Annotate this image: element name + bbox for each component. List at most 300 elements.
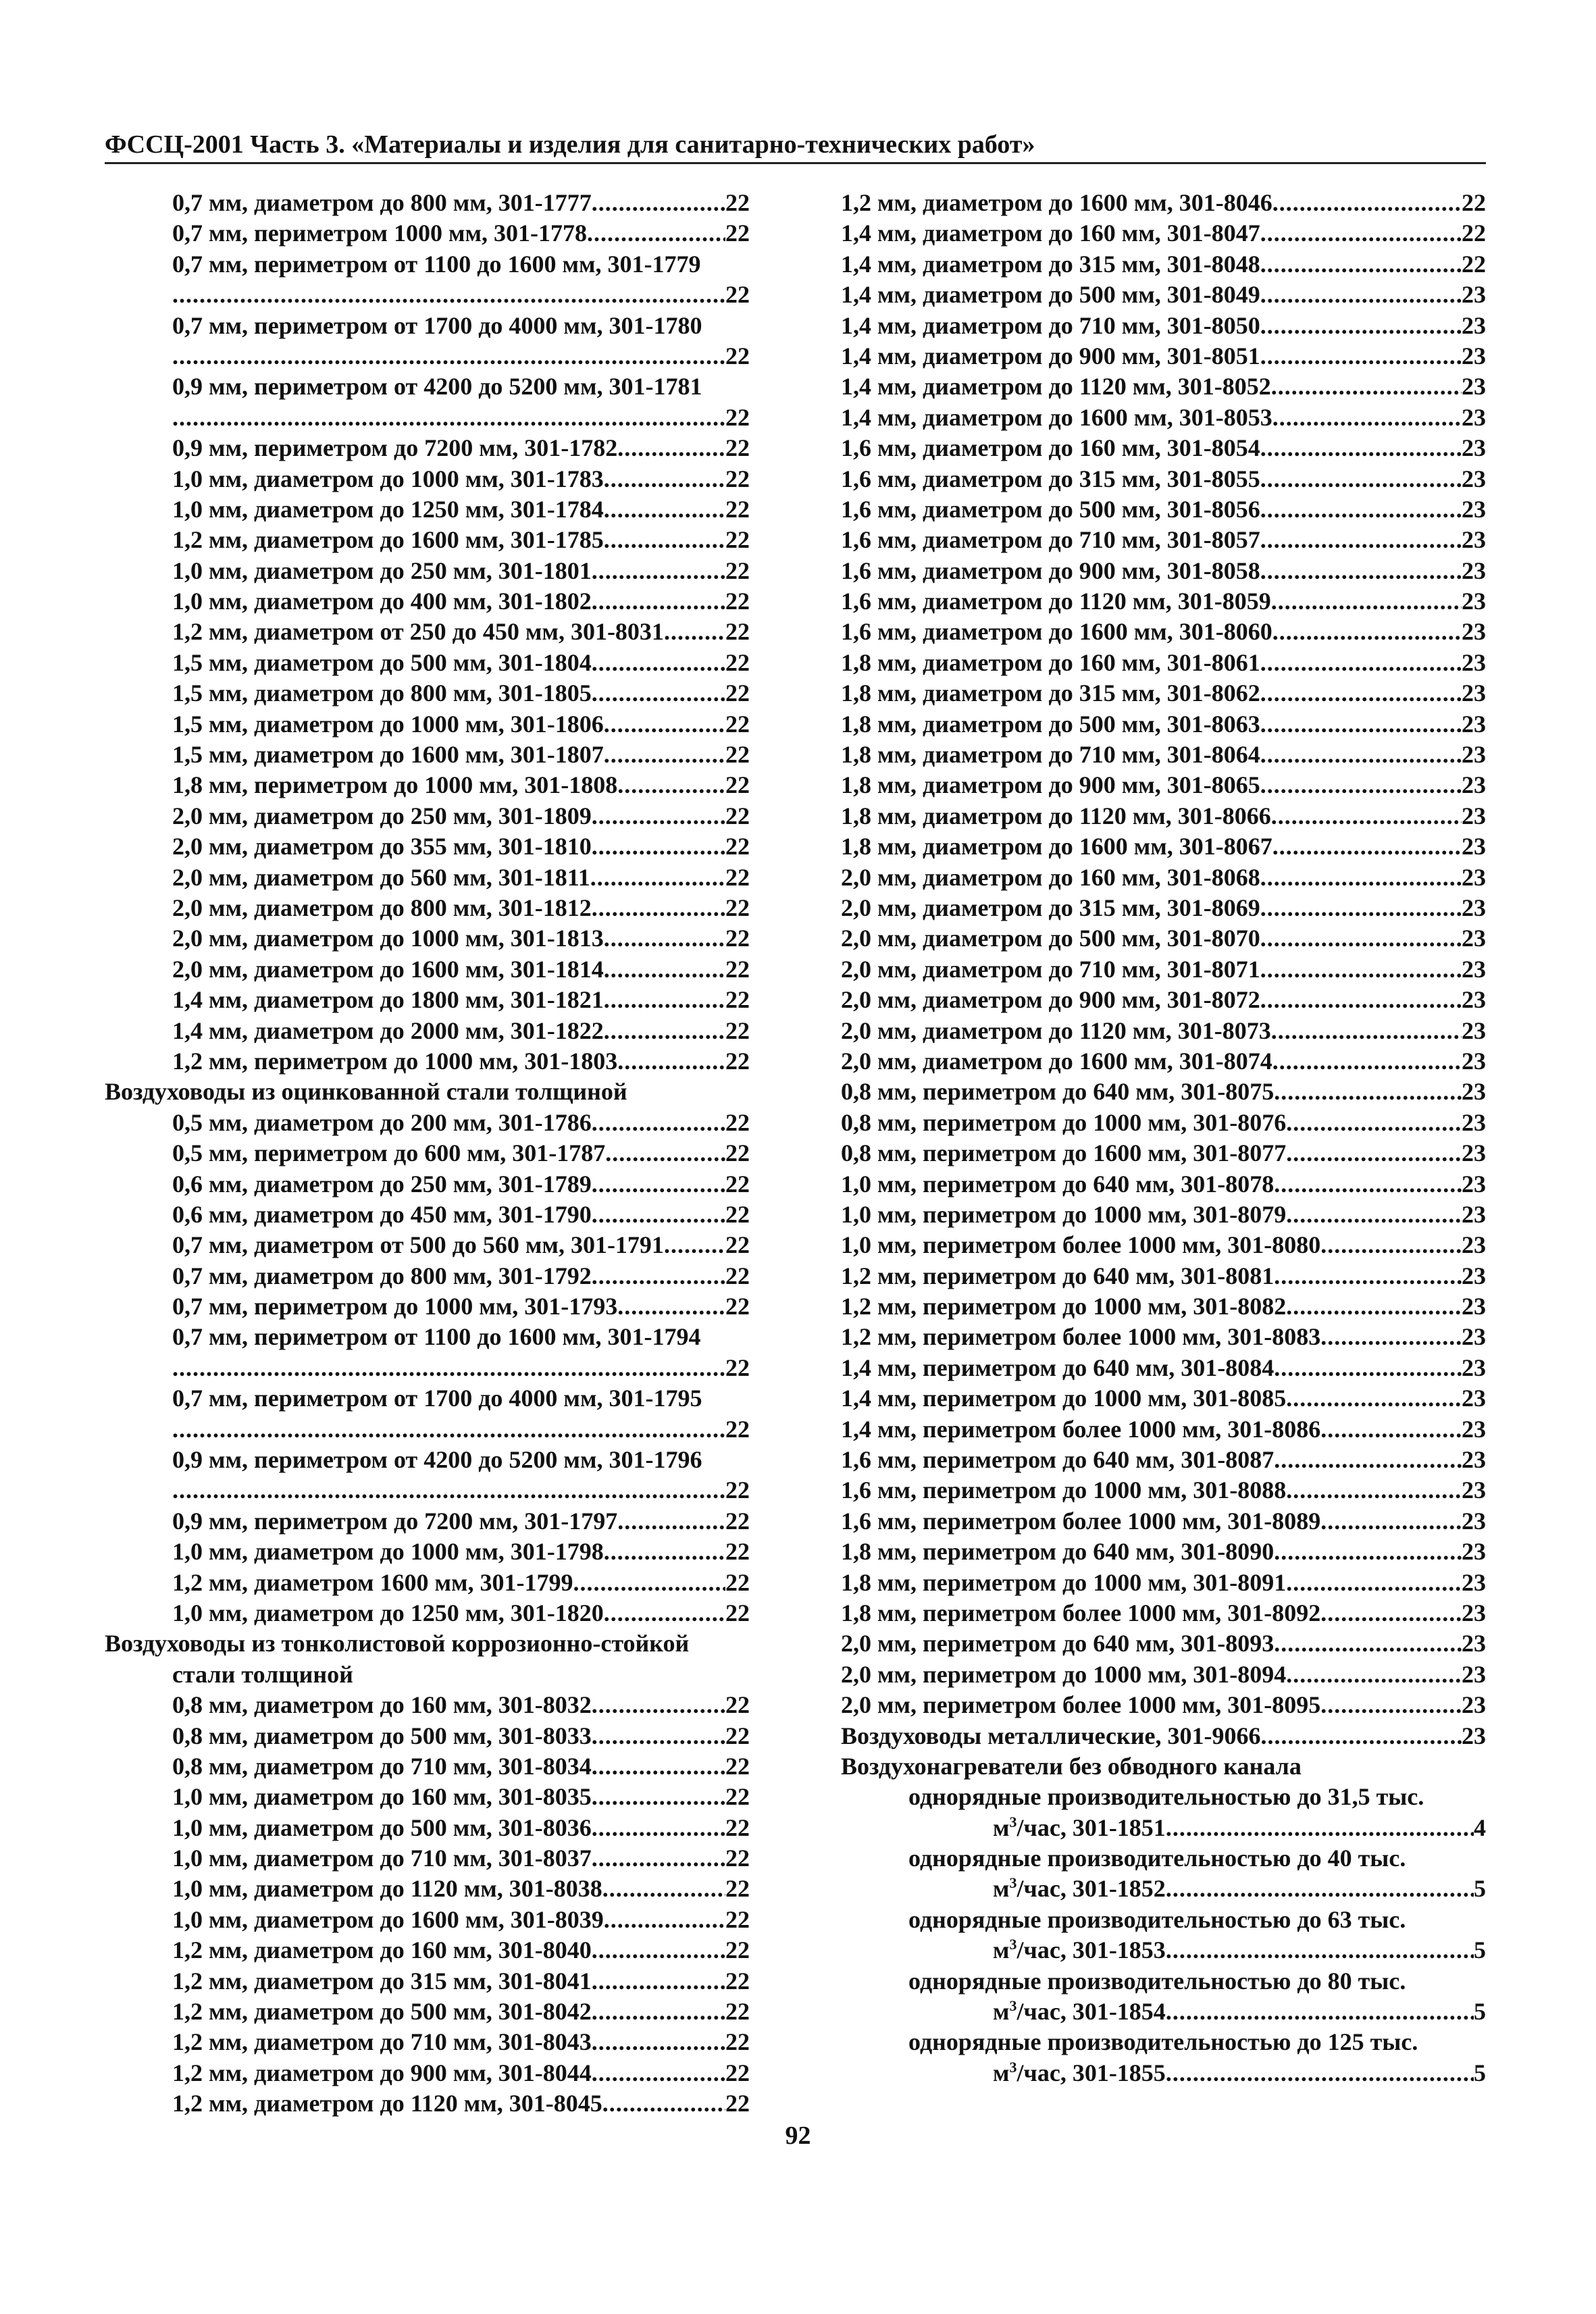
entry-text: 1,8 мм, периметром до 1000 мм, 301-1808 [172, 771, 618, 799]
entry-page-ref: 23 [1462, 618, 1486, 646]
dot-leader [617, 1291, 725, 1322]
entry-page-ref: 22 [725, 618, 750, 646]
index-entry [841, 1874, 1486, 1904]
entry-text: 1,4 мм, диаметром до 710 мм, 301-8050 [841, 311, 1260, 339]
dot-leader [1272, 831, 1462, 862]
dot-leader [1271, 586, 1462, 617]
index-entry [105, 801, 750, 831]
entry-text-first-line: однорядные производительностью до 40 тыс. [908, 1845, 1406, 1872]
entry-page-ref: 23 [1462, 1599, 1486, 1626]
entry-page-ref: 23 [1462, 1660, 1486, 1688]
entry-text: 1,2 мм, диаметром от 250 до 450 мм, 301-8031 [172, 618, 664, 646]
page-number: 92 [785, 2122, 811, 2150]
entry-page-ref: 22 [725, 1875, 750, 1903]
index-column-left [105, 188, 750, 2119]
index-entry [105, 678, 750, 709]
entry-text: 1,5 мм, диаметром до 1600 мм, 301-1807 [172, 741, 604, 769]
index-entry [841, 433, 1486, 463]
entry-page-ref: 23 [1462, 1538, 1486, 1566]
dot-leader [1286, 1291, 1462, 1322]
entry-text: 2,0 мм, диаметром до 1600 мм, 301-8074 [841, 1047, 1272, 1075]
index-entry [105, 586, 750, 617]
index-entry [841, 801, 1486, 831]
entry-page-ref: 23 [1462, 1017, 1486, 1044]
entry-text: 1,0 мм, диаметром до 1600 мм, 301-8039 [172, 1905, 604, 1933]
dot-leader [617, 433, 725, 463]
entry-text: 2,0 мм, диаметром до 315 мм, 301-8069 [841, 894, 1260, 921]
index-column-right [841, 188, 1486, 2088]
dot-leader [1166, 1813, 1474, 1843]
dot-leader [1260, 218, 1462, 249]
entry-text: $м^3$/час, 301-1852 [993, 1874, 1166, 1903]
entry-text-first-line: 0,7 мм, периметром от 1100 до 1600 мм, 301-1779 [172, 250, 701, 278]
index-entry [105, 1016, 750, 1046]
index-entry [841, 1537, 1486, 1567]
entry-text: 1,4 мм, диаметром до 160 мм, 301-8047 [841, 220, 1260, 247]
entry-text: 1,4 мм, диаметром до 2000 мм, 301-1822 [172, 1017, 604, 1044]
entry-page-ref: 22 [725, 1262, 750, 1289]
index-entry [105, 863, 750, 893]
entry-page-ref: 22 [725, 863, 750, 891]
dot-leader [617, 1506, 725, 1537]
index-entry [105, 1138, 750, 1168]
entry-page-ref: 22 [725, 1998, 750, 2026]
dot-leader [1274, 1353, 1462, 1383]
entry-text: 1,8 мм, периметром до 640 мм, 301-8090 [841, 1538, 1275, 1566]
entry-page-ref: 5 [1474, 1998, 1486, 2026]
entry-text: 2,0 мм, диаметром до 900 мм, 301-8072 [841, 986, 1260, 1014]
section-heading: Воздуховоды из тонколистовой коррозионно-стойкой [105, 1630, 690, 1657]
dot-leader [1260, 341, 1462, 371]
entry-text: 1,8 мм, периметром более 1000 мм, 301-8092 [841, 1599, 1321, 1626]
entry-text: 1,4 мм, диаметром до 1120 мм, 301-8052 [841, 373, 1271, 401]
entry-page-ref: 23 [1462, 1139, 1486, 1167]
index-entry [841, 1138, 1486, 1168]
entry-page-ref: 22 [725, 925, 750, 952]
entry-page-ref: 22 [725, 1568, 750, 1596]
entry-page-ref: 23 [1462, 1630, 1486, 1657]
index-entry [841, 1291, 1486, 1322]
entry-page-ref: 22 [725, 588, 750, 615]
entry-page-ref: 22 [725, 710, 750, 738]
entry-page-ref: 22 [725, 648, 750, 676]
dot-leader [592, 1997, 725, 2027]
entry-page-ref: 23 [1462, 1078, 1486, 1106]
dot-leader [1271, 801, 1462, 831]
entry-page-ref: 23 [1462, 1507, 1486, 1535]
entry-page-ref: 23 [1462, 955, 1486, 983]
entry-text: 1,6 мм, периметром до 1000 мм, 301-8088 [841, 1476, 1287, 1504]
dot-leader [172, 1353, 725, 1383]
dot-leader [604, 525, 725, 555]
index-entry [105, 1475, 750, 1506]
dot-leader [1274, 1628, 1462, 1659]
entry-text: 2,0 мм, периметром до 1000 мм, 301-8094 [841, 1660, 1287, 1688]
dot-leader [592, 1782, 725, 1812]
entry-page-ref: 23 [1462, 863, 1486, 891]
index-entry [105, 1414, 750, 1445]
entry-text: 2,0 мм, диаметром до 1000 мм, 301-1813 [172, 925, 604, 952]
entry-page-ref: 22 [725, 403, 750, 431]
dot-leader [592, 678, 725, 709]
dot-leader [1286, 1200, 1462, 1230]
entry-text: 0,9 мм, периметром до 7200 мм, 301-1782 [172, 434, 618, 462]
entry-text: 2,0 мм, диаметром до 250 мм, 301-1809 [172, 802, 592, 829]
entry-text: 0,8 мм, диаметром до 710 мм, 301-8034 [172, 1752, 592, 1780]
entry-page-ref: 23 [1462, 342, 1486, 369]
index-entry [105, 1690, 750, 1720]
entry-page-ref: 22 [725, 1936, 750, 1964]
entry-page-ref: 23 [1462, 434, 1486, 462]
entry-page-ref: 22 [725, 1293, 750, 1320]
index-entry [105, 525, 750, 555]
superscript: 3 [1009, 1936, 1017, 1953]
dot-leader [592, 801, 725, 831]
entry-text: 2,0 мм, диаметром до 1600 мм, 301-1814 [172, 955, 604, 983]
index-entry [841, 1046, 1486, 1077]
entry-text: 1,4 мм, периметром более 1000 мм, 301-8086 [841, 1415, 1321, 1443]
dot-leader [592, 586, 725, 617]
dot-leader [1286, 1660, 1462, 1690]
dot-leader [592, 648, 725, 678]
entry-text: 1,2 мм, периметром до 1000 мм, 301-1803 [172, 1047, 618, 1075]
index-entry [841, 249, 1486, 280]
index-entry [841, 1353, 1486, 1383]
dot-leader [664, 1230, 725, 1260]
entry-page-ref: 22 [725, 1783, 750, 1811]
dot-leader [604, 1905, 725, 1935]
index-entry [841, 403, 1486, 433]
dot-leader [592, 556, 725, 586]
entry-text: 1,8 мм, диаметром до 160 мм, 301-8061 [841, 648, 1260, 676]
superscript: 3 [1009, 1997, 1017, 2015]
index-entry [105, 1813, 750, 1843]
entry-text-first-line: однорядные производительностью до 125 тыс. [908, 2028, 1418, 2056]
dot-leader [592, 1843, 725, 1874]
entry-text: 2,0 мм, диаметром до 560 мм, 301-1811 [172, 863, 590, 891]
index-entry [105, 1966, 750, 1997]
entry-text: 1,5 мм, диаметром до 500 мм, 301-1804 [172, 648, 592, 676]
dot-leader [592, 893, 725, 923]
entry-text: 0,8 мм, периметром до 1000 мм, 301-8076 [841, 1108, 1287, 1136]
entry-text: 1,2 мм, периметром до 1000 мм, 301-8082 [841, 1293, 1287, 1320]
entry-page-ref: 22 [725, 1108, 750, 1136]
entry-text-first-line: однорядные производительностью до 63 тыс. [908, 1905, 1406, 1933]
dot-leader [592, 1966, 725, 1997]
entry-text: 1,8 мм, диаметром до 315 мм, 301-8062 [841, 679, 1260, 707]
entry-text: 1,6 мм, диаметром до 710 мм, 301-8057 [841, 526, 1260, 554]
index-entry [105, 218, 750, 249]
entry-text: 1,5 мм, диаметром до 800 мм, 301-1805 [172, 679, 592, 707]
index-entry [105, 1721, 750, 1751]
entry-page-ref: 22 [725, 1722, 750, 1749]
index-entry [105, 1782, 750, 1812]
dot-leader [592, 1935, 725, 1965]
dot-leader [1260, 923, 1462, 954]
entry-text: 1,4 мм, диаметром до 1800 мм, 301-1821 [172, 986, 604, 1014]
dot-leader [604, 494, 725, 525]
index-entry [105, 648, 750, 678]
index-entry [841, 280, 1486, 310]
entry-page-ref: 23 [1462, 311, 1486, 339]
index-entry [105, 1905, 750, 1935]
index-entry [105, 556, 750, 586]
index-entry [105, 1108, 750, 1138]
index-entry [105, 923, 750, 954]
index-entry [105, 341, 750, 371]
entry-text: 1,0 мм, периметром более 1000 мм, 301-8080 [841, 1231, 1321, 1259]
index-entry [841, 1230, 1486, 1260]
entry-text: 1,2 мм, диаметром до 900 мм, 301-8044 [172, 2059, 592, 2086]
entry-page-ref: 5 [1474, 2059, 1486, 2086]
entry-text-first-line: однорядные производительностью до 31,5 тыс. [908, 1783, 1424, 1811]
index-entry [105, 740, 750, 770]
entry-page-ref: 22 [725, 1017, 750, 1044]
index-entry [105, 1261, 750, 1291]
running-header: ФССЦ-2001 Часть 3. «Материалы и изделия для санитарно-технических работ» [105, 130, 1486, 164]
entry-text: 1,8 мм, диаметром до 1120 мм, 301-8066 [841, 802, 1271, 829]
entry-text: 2,0 мм, периметром более 1000 мм, 301-8095 [841, 1691, 1321, 1719]
entry-page-ref: 23 [1462, 1476, 1486, 1504]
index-entry [841, 464, 1486, 494]
entry-page-ref: 22 [725, 1691, 750, 1719]
entry-text: 1,8 мм, диаметром до 1600 мм, 301-8067 [841, 833, 1272, 860]
entry-page-ref: 22 [725, 495, 750, 523]
entry-page-ref: 22 [725, 1170, 750, 1198]
dot-leader [1274, 1445, 1462, 1475]
index-entry [105, 893, 750, 923]
entry-page-ref: 23 [1462, 1262, 1486, 1289]
index-entry [105, 1537, 750, 1567]
index-entry [105, 1997, 750, 2027]
dot-leader [1260, 740, 1462, 770]
entry-page-ref: 22 [725, 434, 750, 462]
dot-leader [592, 1813, 725, 1843]
entry-page-ref: 23 [1462, 833, 1486, 860]
entry-text: 0,7 мм, диаметром до 800 мм, 301-1777 [172, 189, 592, 216]
entry-page-ref: 23 [1462, 281, 1486, 309]
entry-text: 1,4 мм, периметром до 640 мм, 301-8084 [841, 1354, 1275, 1381]
index-entry [841, 893, 1486, 923]
entry-text: 1,0 мм, диаметром до 1250 мм, 301-1784 [172, 495, 604, 523]
entry-text: 1,6 мм, диаметром до 900 мм, 301-8058 [841, 557, 1260, 584]
entry-page-ref: 22 [725, 2028, 750, 2056]
dot-leader [617, 770, 725, 800]
index-entry [105, 954, 750, 985]
dot-leader [602, 2088, 725, 2119]
entry-page-ref: 23 [1462, 1108, 1486, 1136]
entry-page-ref: 22 [725, 1752, 750, 1780]
entry-text: 1,4 мм, периметром до 1000 мм, 301-8085 [841, 1385, 1287, 1412]
entry-text: $м^3$/час, 301-1853 [993, 1936, 1166, 1964]
entry-page-ref: 23 [1462, 373, 1486, 401]
entry-page-ref: 23 [1462, 526, 1486, 554]
entry-page-ref: 23 [1462, 1446, 1486, 1474]
index-entry [841, 1690, 1486, 1720]
index-entry [105, 1843, 750, 1874]
dot-leader [1260, 709, 1462, 740]
entry-text: 1,2 мм, диаметром до 1600 мм, 301-8046 [841, 189, 1272, 216]
dot-leader [664, 617, 725, 647]
entry-text: 1,6 мм, периметром до 640 мм, 301-8087 [841, 1446, 1275, 1474]
index-entry [105, 1230, 750, 1260]
entry-text: 1,0 мм, диаметром до 160 мм, 301-8035 [172, 1783, 592, 1811]
dot-leader [1320, 1598, 1462, 1628]
entry-page-ref: 23 [1462, 1354, 1486, 1381]
dot-leader [1260, 280, 1462, 310]
dot-leader [592, 1261, 725, 1291]
dot-leader [1260, 1721, 1462, 1751]
index-entry [105, 1353, 750, 1383]
entry-page-ref: 23 [1462, 1323, 1486, 1351]
entry-page-ref: 23 [1462, 679, 1486, 707]
entry-text: 1,6 мм, диаметром до 160 мм, 301-8054 [841, 434, 1260, 462]
index-entry [841, 586, 1486, 617]
entry-text: 1,2 мм, периметром более 1000 мм, 301-8083 [841, 1323, 1321, 1351]
entry-page-ref: 23 [1462, 1385, 1486, 1412]
dot-leader [592, 2058, 725, 2088]
dot-leader [1271, 1016, 1462, 1046]
index-entry [105, 403, 750, 433]
entry-text: 1,8 мм, диаметром до 500 мм, 301-8063 [841, 710, 1260, 738]
entry-text: 1,8 мм, диаметром до 710 мм, 301-8064 [841, 741, 1260, 769]
index-entry [841, 863, 1486, 893]
index-entry [841, 617, 1486, 647]
entry-page-ref: 22 [725, 1538, 750, 1566]
dot-leader [604, 1598, 725, 1628]
dot-leader [1320, 1230, 1462, 1260]
entry-text: 1,6 мм, диаметром до 500 мм, 301-8056 [841, 495, 1260, 523]
entry-page-ref: 22 [725, 1047, 750, 1075]
dot-leader [604, 464, 725, 494]
entry-page-ref: 23 [1462, 1691, 1486, 1719]
entry-text: 0,7 мм, диаметром от 500 до 560 мм, 301-1791 [172, 1231, 664, 1259]
dot-leader [592, 1690, 725, 1720]
dot-leader [1320, 1322, 1462, 1352]
dot-leader [1260, 648, 1462, 678]
index-entry [841, 1414, 1486, 1445]
entry-page-ref: 22 [725, 2090, 750, 2117]
dot-leader [1286, 1108, 1462, 1138]
index-entry [841, 709, 1486, 740]
entry-text: 2,0 мм, диаметром до 160 мм, 301-8068 [841, 863, 1260, 891]
index-entry [841, 648, 1486, 678]
index-entry [105, 1598, 750, 1628]
entry-page-ref: 22 [725, 1231, 750, 1259]
entry-text-first-line: 0,7 мм, периметром от 1100 до 1600 мм, 301-1794 [172, 1323, 701, 1351]
entry-text: 1,2 мм, диаметром до 1120 мм, 301-8045 [172, 2090, 602, 2117]
entry-page-ref: 23 [1462, 1722, 1486, 1749]
index-entry [105, 2088, 750, 2119]
entry-text: 1,6 мм, периметром более 1000 мм, 301-8089 [841, 1507, 1321, 1535]
index-entry [841, 1997, 1486, 2027]
entry-text: $м^3$/час, 301-1855 [993, 2058, 1166, 2086]
entry-page-ref: 22 [725, 526, 750, 554]
entry-page-ref: 22 [725, 894, 750, 921]
entry-text: 2,0 мм, диаметром до 800 мм, 301-1812 [172, 894, 592, 921]
dot-leader [1166, 1997, 1474, 2027]
index-entry [105, 1874, 750, 1904]
superscript: 3 [1009, 1874, 1017, 1892]
entry-page-ref: 22 [725, 1354, 750, 1381]
dot-leader [1166, 1935, 1474, 1965]
dot-leader [172, 1475, 725, 1506]
index-entry [841, 1813, 1486, 1843]
dot-leader [592, 1721, 725, 1751]
entry-page-ref: 23 [1462, 495, 1486, 523]
index-entry [105, 188, 750, 218]
index-entry [105, 1935, 750, 1965]
dot-leader [1271, 371, 1462, 402]
dot-leader [592, 1108, 725, 1138]
entry-text: 1,2 мм, диаметром до 1600 мм, 301-1785 [172, 526, 604, 554]
entry-text: $м^3$/час, 301-1854 [993, 1997, 1166, 2026]
dot-leader [604, 1537, 725, 1567]
entry-text: 0,7 мм, диаметром до 800 мм, 301-1792 [172, 1262, 592, 1289]
entry-text: 1,2 мм, диаметром 1600 мм, 301-1799 [172, 1568, 573, 1596]
index-entry [841, 1506, 1486, 1537]
entry-text: 1,2 мм, диаметром до 500 мм, 301-8042 [172, 1998, 592, 2026]
index-entry [841, 1322, 1486, 1352]
dot-leader [1274, 1077, 1462, 1107]
entry-page-ref: 5 [1474, 1936, 1486, 1964]
index-entry [841, 1016, 1486, 1046]
entry-text: 1,4 мм, диаметром до 900 мм, 301-8051 [841, 342, 1260, 369]
dot-leader [604, 1016, 725, 1046]
entry-page-ref: 23 [1462, 1047, 1486, 1075]
entry-text: 1,0 мм, периметром до 1000 мм, 301-8079 [841, 1200, 1287, 1228]
index-entry [841, 188, 1486, 218]
entry-page-ref: 22 [725, 1507, 750, 1535]
entry-text: 1,0 мм, диаметром до 1000 мм, 301-1798 [172, 1538, 604, 1566]
index-entry [841, 954, 1486, 985]
entry-text: 0,6 мм, диаметром до 250 мм, 301-1789 [172, 1170, 592, 1198]
entry-text: 0,7 мм, периметром 1000 мм, 301-1778 [172, 220, 588, 247]
entry-page-ref: 5 [1474, 1875, 1486, 1903]
entry-page-ref: 23 [1462, 802, 1486, 829]
index-entry [105, 464, 750, 494]
entry-page-ref: 22 [725, 465, 750, 492]
entry-text: 0,7 мм, периметром до 1000 мм, 301-1793 [172, 1293, 618, 1320]
entry-text-first-line: 0,7 мм, периметром от 1700 до 4000 мм, 301-1795 [172, 1385, 702, 1412]
entry-page-ref: 23 [1462, 925, 1486, 952]
entry-page-ref: 23 [1462, 986, 1486, 1014]
entry-page-ref: 22 [725, 220, 750, 247]
dot-leader [1286, 1475, 1462, 1506]
entry-text-first-line: 0,7 мм, периметром от 1700 до 4000 мм, 301-1780 [172, 311, 702, 339]
entry-text: 0,8 мм, диаметром до 160 мм, 301-8032 [172, 1691, 592, 1719]
entry-text: 1,0 мм, периметром до 640 мм, 301-8078 [841, 1170, 1275, 1198]
dot-leader [604, 709, 725, 740]
index-entry [841, 218, 1486, 249]
entry-text: 1,4 мм, диаметром до 315 мм, 301-8048 [841, 250, 1260, 278]
dot-leader [1320, 1506, 1462, 1537]
entry-text-first-line: 0,9 мм, периметром от 4200 до 5200 мм, 301-1781 [172, 373, 702, 401]
entry-text: 1,6 мм, диаметром до 1600 мм, 301-8060 [841, 618, 1272, 646]
entry-text: 1,2 мм, диаметром до 315 мм, 301-8041 [172, 1967, 592, 1995]
entry-page-ref: 22 [725, 1139, 750, 1167]
entry-page-ref: 23 [1462, 741, 1486, 769]
dot-leader [592, 1751, 725, 1782]
index-entry [105, 1169, 750, 1200]
entry-text: 1,0 мм, диаметром до 250 мм, 301-1801 [172, 557, 592, 584]
entry-page-ref: 23 [1462, 771, 1486, 799]
entry-page-ref: 23 [1462, 403, 1486, 431]
dot-leader [1260, 954, 1462, 985]
entry-text: 2,0 мм, диаметром до 1120 мм, 301-8073 [841, 1017, 1271, 1044]
dot-leader [1286, 1568, 1462, 1598]
index-entry [105, 1200, 750, 1230]
